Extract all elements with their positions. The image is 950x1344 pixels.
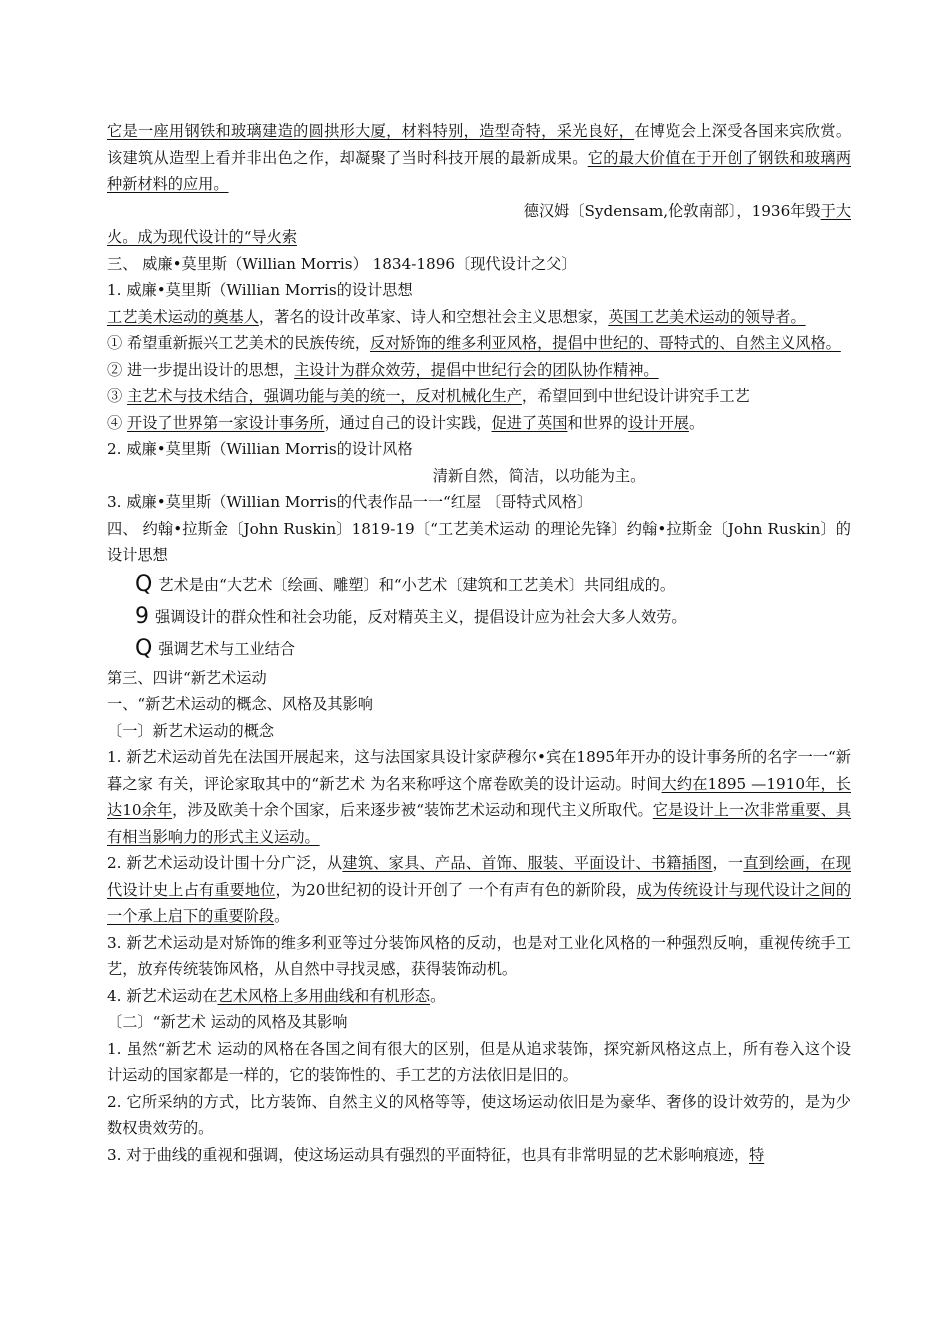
paragraph — [107, 744, 851, 850]
document-body — [107, 118, 851, 1168]
paragraph — [107, 489, 851, 516]
paragraph — [107, 410, 851, 437]
text-run: 四、 约翰•拉斯金〔John Ruskin〕1819-19〔“工艺美术运动 的理论先锋〕约翰•拉斯金〔John Ruskin〕的设计思想 — [107, 519, 851, 564]
paragraph — [107, 1142, 851, 1169]
underlined-text: 建筑、家具、产品、首饰、服装、平面设计、书籍插图 — [342, 854, 713, 872]
paragraph — [107, 930, 851, 983]
underlined-text: 它是设计上一次非常重要、具有相当影响力的形式主义运动。 — [107, 801, 852, 846]
text-run: 2. 威廉•莫里斯（Willian Morris的设计风格 — [107, 440, 413, 458]
underlined-text: 反对矫饰的维多利亚风格，提倡中世纪的、哥特式的、自然主义风格。 — [370, 334, 841, 352]
text-run: 清新自然，简洁，以功能为主。 — [432, 466, 646, 485]
underlined-text: 大约在1895 —1910年，长达10余年 — [107, 774, 851, 819]
bullet-item — [107, 601, 851, 633]
text-run: 一、“新艺术运动的概念、风格及其影响 — [107, 695, 373, 713]
paragraph — [107, 224, 851, 251]
text-run: 艺术是由“大艺术〔绘画、雕塑〕和“小艺术〔建筑和工艺美术〕共同组成的。 — [158, 575, 676, 594]
text-run: 在博览会上深受各国来宾欣赏。该建筑从造型上看并非出色之作，却凝聚了当时科技开展的最新成果。 — [107, 122, 852, 167]
text-run: ，著名的设计改革家、诗人和空想社会主义思想家， — [258, 307, 609, 326]
underlined-text: 它的最大价值在于开创了钢铁和玻璃两种新材料的应用。 — [107, 148, 852, 193]
text-run: 。 — [274, 907, 290, 925]
text-run: 。 — [688, 413, 705, 432]
bullet-glyph: Q — [135, 635, 153, 661]
text-run: 1. 威廉•莫里斯（Willian Morris的设计思想 — [107, 281, 413, 299]
underlined-text: 成为传统设计与现代设计之间的一个承上启下的重要阶段 — [107, 880, 852, 925]
paragraph — [107, 665, 851, 692]
underlined-text: 艺术风格上多用曲线和有机形态 — [217, 986, 431, 1005]
text-run: 德汉姆〔Sydensam,伦敦南部〕，1936年毁 — [523, 201, 821, 220]
paragraph — [107, 198, 851, 225]
text-run: 强调设计的群众性和社会功能，反对精英主义，提倡设计应为社会大多人效劳。 — [155, 607, 687, 626]
text-run: 2. 新艺术运动设计围十分广泛，从 — [107, 854, 343, 872]
underlined-text: 于大 — [820, 201, 851, 220]
paragraph — [107, 118, 851, 198]
paragraph — [107, 357, 851, 384]
underlined-text: 工艺美术运动的奠基人 — [107, 307, 259, 326]
paragraph — [107, 1009, 851, 1036]
text-run: 强调艺术与工业结合 — [158, 639, 296, 658]
text-run: ，希望回到中世纪设计讲究手工艺 — [521, 387, 750, 405]
text-run: 3. 新艺术运动是对矫饰的维多利亚等过分装饰风格的反动，也是对工业化风格的一种强烈反响，重视传统手工艺，放弃传统装饰风格，从自然中寻找灵感，获得装饰动机。 — [107, 933, 851, 978]
paragraph — [107, 850, 851, 930]
underlined-text: 促进了英国 — [491, 413, 568, 432]
paragraph — [107, 718, 851, 745]
text-run: 2. 它所采纳的方式，比方装饰、自然主义的风格等等，使这场运动依旧是为豪华、奢侈的设计效劳的，是为少数权贵效劳的。 — [107, 1092, 851, 1137]
paragraph — [107, 691, 851, 718]
bullet-glyph: 9 — [135, 603, 149, 629]
text-run: 1. 虽然“新艺术 运动的风格在各国之间有很大的区别，但是从追求装饰，探究新风格这点上，所有卷入这个设计运动的国家都是一样的，它的装饰性的、手工艺的方法依旧是旧的。 — [107, 1039, 851, 1084]
text-run: 〔二〕“新艺术 运动的风格及其影响 — [107, 1013, 348, 1031]
text-run: 三、 威廉•莫里斯（Willian Morris） 1834-1896〔现代设计之父〕 — [107, 254, 577, 273]
paragraph — [107, 516, 851, 569]
text-run: 和世界的 — [567, 413, 629, 432]
text-run: 4. 新艺术运动在 — [107, 986, 218, 1005]
bullet-item — [107, 569, 851, 601]
bullet-glyph: Q — [135, 571, 153, 597]
paragraph — [107, 1089, 851, 1142]
paragraph — [107, 436, 851, 463]
underlined-text: 设计开展 — [628, 413, 689, 432]
underlined-text: 英国工艺美术运动的领导者。 — [608, 307, 806, 326]
paragraph — [107, 383, 851, 410]
text-run: 1. 新艺术运动首先在法国开展起来，这与法国家具设计家萨穆尔•宾在1895年开办的设计事务所的名字一一“新暮之家 有关，评论家取其中的“新艺术 为名来称呼这个席卷欧美的设计运动。时间 — [107, 748, 851, 793]
paragraph — [107, 463, 851, 490]
underlined-text: 主艺术与技术结合，强调功能与美的统一，反对机械化生产 — [127, 387, 522, 405]
underlined-text: 开设了世界第一家设计事务所 — [127, 413, 325, 432]
paragraph — [107, 1036, 851, 1089]
text-run: 3. 对于曲线的重视和强调，使这场运动具有强烈的平面特征，也具有非常明显的艺术影响痕迹， — [107, 1145, 750, 1164]
underlined-text: 主设计为群众效劳，提倡中世纪行会的团队协作精神。 — [294, 360, 659, 379]
underlined-text: 它是一座用钢铁和玻璃建造的圆拱形大厦，材料特别，造型奇特，采光良好， — [107, 122, 635, 140]
text-run: 第三、四讲“新艺术运动 — [107, 668, 267, 687]
underlined-text: 直到绘画，在现代设计史上占有重要地位 — [107, 854, 852, 899]
paragraph — [107, 330, 851, 357]
text-run: ④ — [107, 413, 128, 432]
text-run: ，一 — [712, 854, 744, 872]
paragraph — [107, 277, 851, 304]
underlined-text: 特 — [749, 1145, 765, 1164]
text-run: ，为20世纪初的设计开创了 一个有声有色的新阶段， — [275, 880, 637, 899]
paragraph — [107, 983, 851, 1010]
text-run: ，涉及欧美十余个国家，后来逐步被“装饰艺术运动和现代主义所取代。 — [172, 801, 653, 819]
text-run: 3. 威廉•莫里斯（Willian Morris的代表作品一一“红屋 〔哥特式风格〕 — [107, 493, 593, 511]
text-run: ② 进一步提出设计的思想， — [107, 360, 295, 379]
paragraph — [107, 304, 851, 331]
bullet-item — [107, 633, 851, 665]
underlined-text: 火。成为现代设计的“导火索 — [107, 228, 298, 246]
text-run: 〔一〕新艺术运动的概念 — [107, 721, 275, 740]
text-run: ① 希望重新振兴工艺美术的民族传统， — [107, 334, 371, 352]
paragraph — [107, 251, 851, 278]
text-run: 。 — [430, 986, 446, 1005]
text-run: ③ — [107, 387, 128, 405]
text-run: ，通过自己的设计实践， — [324, 413, 492, 432]
